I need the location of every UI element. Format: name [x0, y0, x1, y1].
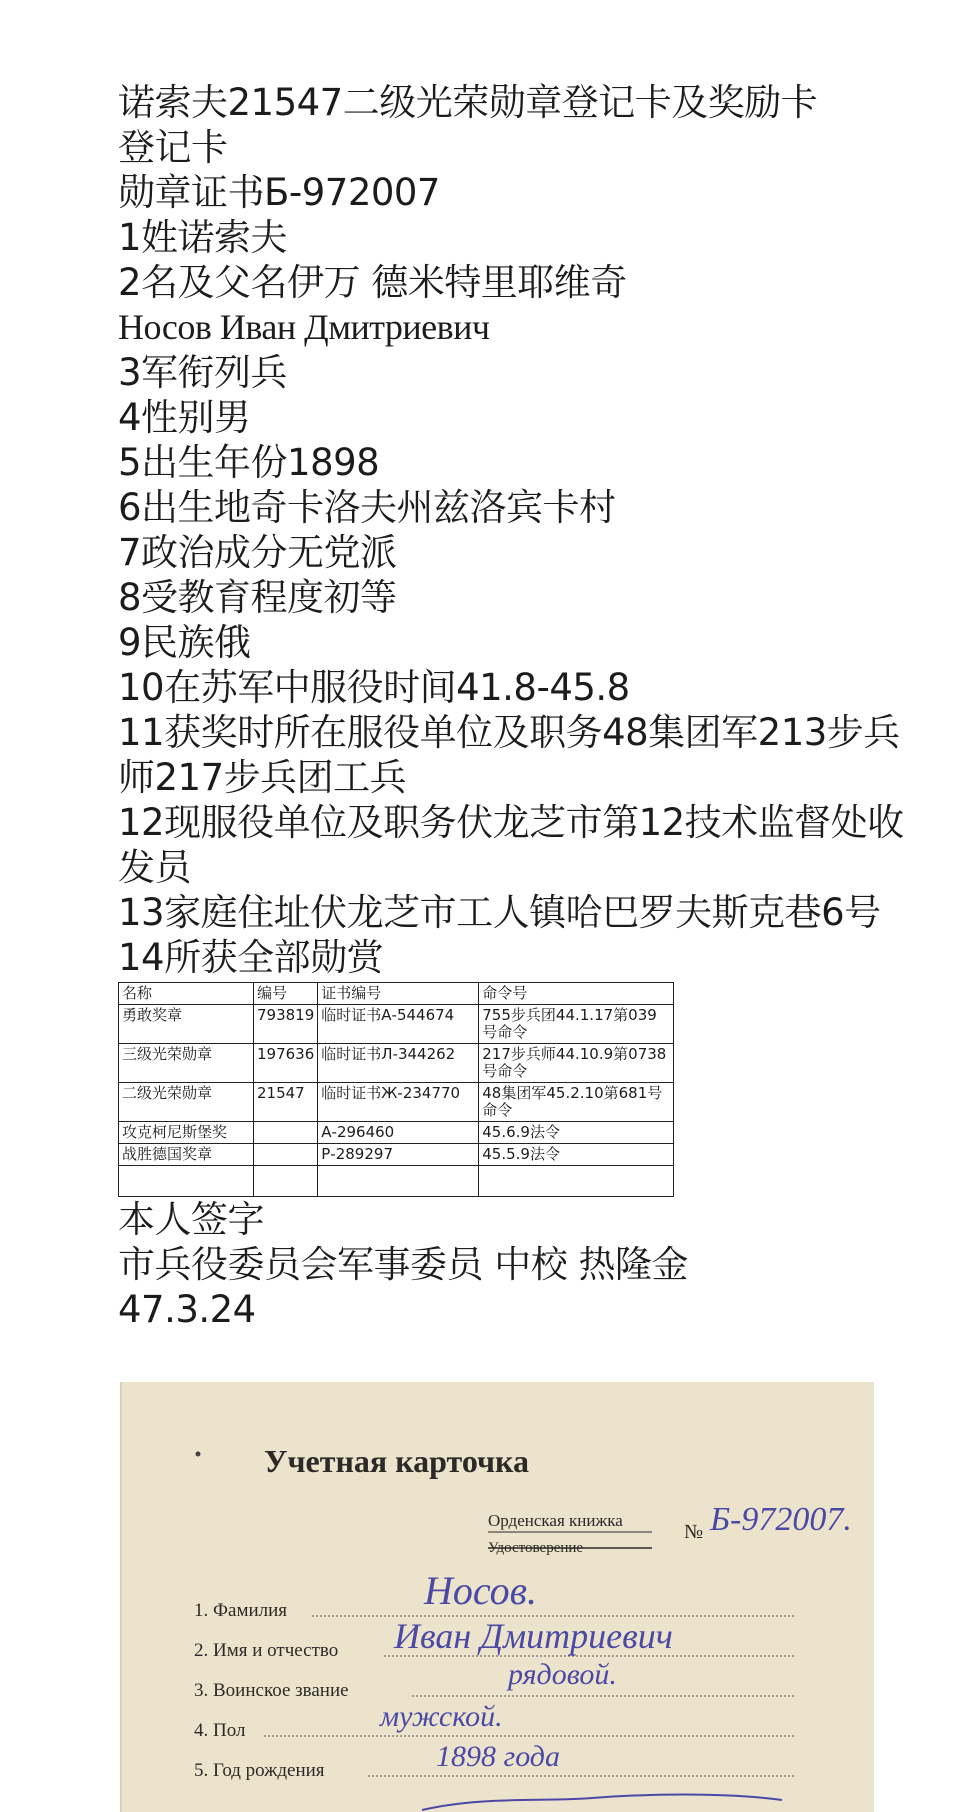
table-row [119, 1005, 674, 1044]
table-cell: 临时证书Л-344262 [318, 1044, 479, 1083]
table-cell [318, 1166, 479, 1197]
field-birth-year: 5出生年份1898 [118, 441, 380, 484]
table-row [119, 1122, 674, 1144]
handwritten-rank: рядовой. [508, 1658, 617, 1691]
table-header-cell: 编号 [254, 983, 318, 1005]
handwritten-sex: мужской. [380, 1700, 503, 1733]
table-cell [479, 1166, 674, 1197]
handwritten-booklet-number: Б-972007. [710, 1501, 852, 1538]
field-rank: 3军衔列兵 [118, 351, 288, 394]
field-home-address: 13家庭住址伏龙芝市工人镇哈巴罗夫斯克巷6号 [118, 891, 881, 934]
table-cell: 45.5.9法令 [479, 1144, 674, 1166]
table-header-cell: 命令号 [479, 983, 674, 1005]
card-certificate-label: Удостоверение [488, 1540, 584, 1556]
field-birthplace: 6出生地奇卡洛夫州兹洛宾卡村 [118, 486, 616, 529]
table-cell: 793819 [254, 1005, 318, 1044]
field-name-russian: Носов Иван Дмитриевич [118, 307, 490, 347]
booklet-number: 勋章证书Б-972007 [118, 171, 440, 214]
field-current-unit: 12现服役单位及职务伏龙芝市第12技术监督处收发员 [118, 801, 904, 889]
table-row [119, 1083, 674, 1122]
number-sign: № [684, 1521, 704, 1543]
card-title: Учетная карточка [264, 1443, 529, 1479]
field-surname: 1姓诺索夫 [118, 216, 288, 259]
field-service-period: 10在苏军中服役时间41.8-45.8 [118, 666, 630, 709]
card-label-sex: 4. Пол [194, 1720, 246, 1741]
field-party: 7政治成分无党派 [118, 531, 397, 574]
field-unit-at-award: 11获奖时所在服役单位及职务48集团军213步兵师217步兵团工兵 [118, 711, 900, 799]
table-header-row [119, 983, 674, 1005]
table-cell: 临时证书Ж-234770 [318, 1083, 479, 1122]
card-booklet-label: Орденская книжка [488, 1511, 623, 1530]
table-row [119, 1144, 674, 1166]
commissioner-line: 市兵役委员会军事委员 中校 热隆金 [118, 1243, 689, 1286]
table-cell: 二级光荣勋章 [119, 1083, 254, 1122]
table-cell: А-296460 [318, 1122, 479, 1144]
field-awards-heading: 14所获全部勋赏 [118, 936, 384, 979]
document-subtitle: 登记卡 [118, 126, 228, 169]
table-header-cell: 证书编号 [318, 983, 479, 1005]
document-title: 诺索夫21547二级光荣勋章登记卡及奖励卡 [118, 81, 818, 124]
card-label-rank: 3. Воинское звание [194, 1680, 349, 1701]
awards-table [118, 982, 674, 1197]
paper-speck [196, 1452, 201, 1457]
document-date: 47.3.24 [118, 1288, 256, 1331]
table-cell [119, 1166, 254, 1197]
card-label-surname: 1. Фамилия [194, 1600, 288, 1621]
table-cell: 战胜德国奖章 [119, 1144, 254, 1166]
table-cell: 临时证书А-544674 [318, 1005, 479, 1044]
table-row [119, 1044, 674, 1083]
registration-card-drawing [122, 1382, 874, 1812]
table-cell: 197636 [254, 1044, 318, 1083]
table-cell: 755步兵团44.1.17第039号命令 [479, 1005, 674, 1044]
table-cell: 三级光荣勋章 [119, 1044, 254, 1083]
registration-card-photo [120, 1382, 874, 1812]
table-cell: 21547 [254, 1083, 318, 1122]
table-row-empty [119, 1166, 674, 1197]
table-cell: 217步兵师44.10.9第0738号命令 [479, 1044, 674, 1083]
table-cell [254, 1144, 318, 1166]
table-cell [254, 1166, 318, 1197]
field-name-patronymic: 2名及父名伊万 德米特里耶维奇 [118, 261, 627, 304]
table-cell: 勇敢奖章 [119, 1005, 254, 1044]
signature-label: 本人签字 [118, 1198, 264, 1241]
handwritten-birth-year: 1898 года [436, 1740, 560, 1773]
document-body [118, 80, 918, 1332]
card-label-name: 2. Имя и отчество [194, 1640, 339, 1661]
table-cell: 45.6.9法令 [479, 1122, 674, 1144]
handwritten-name: Иван Дмитриевич [394, 1616, 673, 1656]
field-education: 8受教育程度初等 [118, 576, 397, 619]
table-cell: 48集团军45.2.10第681号命令 [479, 1083, 674, 1122]
table-cell [254, 1122, 318, 1144]
field-sex: 4性别男 [118, 396, 251, 439]
table-cell: Р-289297 [318, 1144, 479, 1166]
table-cell: 攻克柯尼斯堡奖 [119, 1122, 254, 1144]
field-nationality: 9民族俄 [118, 621, 251, 664]
table-header-cell: 名称 [119, 983, 254, 1005]
card-label-birth-year: 5. Год рождения [194, 1760, 325, 1781]
handwritten-surname: Носов. [424, 1568, 538, 1613]
